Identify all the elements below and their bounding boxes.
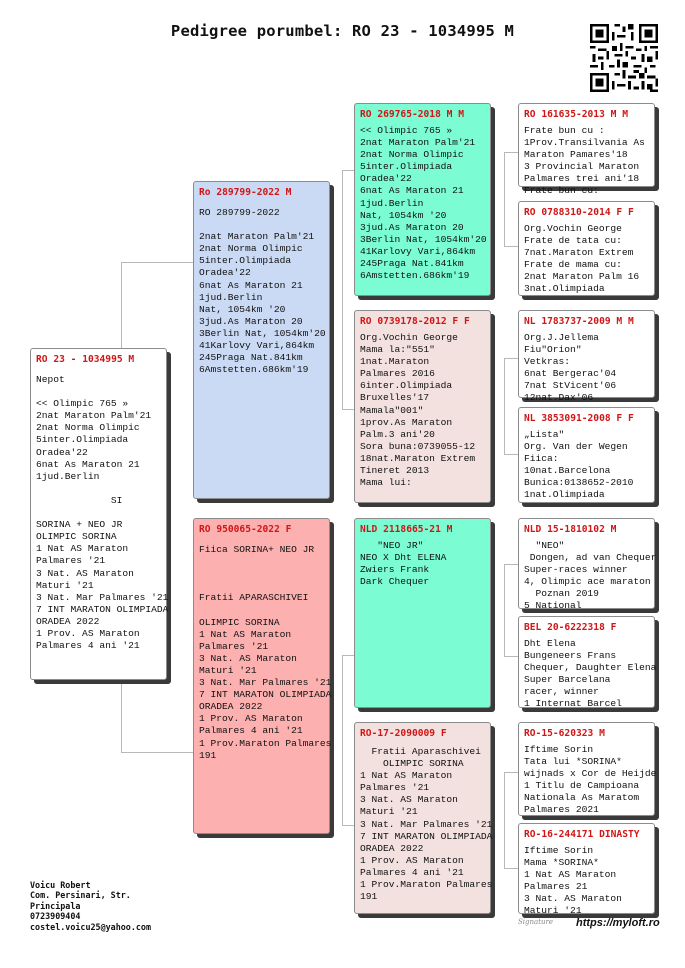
ring-number: RO 269765-2018 M M bbox=[360, 109, 464, 120]
connector-line bbox=[504, 358, 518, 359]
ring-number: NL 3853091-2008 F F bbox=[524, 413, 634, 424]
connector-line bbox=[342, 825, 354, 826]
sire-dam-dam-card[interactable] bbox=[518, 407, 655, 503]
sire-dam-sire-card[interactable] bbox=[518, 310, 655, 404]
pedigree-notes: „Lista" Org. Van der Wegen Fiica: 10nat.Barcelona Bunica:0138652-2010 1nat.Olimpiada bbox=[524, 429, 634, 501]
pedigree-notes: Iftime Sorin Mama *SORINA* 1 Nat AS Maraton Palmares 21 3 Nat. AS Maraton Maturi '21 bbox=[524, 845, 622, 917]
connector-line bbox=[342, 655, 343, 825]
connector-line bbox=[504, 656, 518, 657]
pedigree-notes: Fiica SORINA+ NEO JR Fratii APARASCHIVEI OLIMPIC SORINA 1 Nat AS Maraton Palmares '21 3 Nat. AS Maraton Maturi '21 3 Nat. Mar Palmares '21 7 INT MARATON OLIMPIADA ORADEA 2022 1 Prov. AS Maraton Palmares 4 ani '21 1 Prov.Maraton Palmares 191 bbox=[199, 544, 332, 761]
ring-number: RO 0788310-2014 F F bbox=[524, 207, 634, 218]
ring-number: RO 0739178-2012 F F bbox=[360, 316, 470, 327]
sire-sire-card[interactable] bbox=[354, 103, 491, 296]
sire-card[interactable] bbox=[193, 181, 330, 499]
dam-sire-dam-card[interactable] bbox=[518, 616, 655, 708]
connector-line bbox=[121, 262, 193, 263]
connector-line bbox=[504, 564, 518, 565]
ring-number: RO 950065-2022 F bbox=[199, 524, 292, 535]
pedigree-notes: Iftime Sorin Tata lui *SORINA* wijnads x Cor de Heijde 1 Titlu de Campioana Nationala As Maratom Palmares 2021 bbox=[524, 744, 657, 816]
connector-line bbox=[121, 680, 122, 752]
connector-line bbox=[504, 152, 505, 246]
ring-number: NLD 2118665-21 M bbox=[360, 524, 453, 535]
ring-number: Ro 289799-2022 M bbox=[199, 187, 292, 198]
dam-sire-sire-card[interactable] bbox=[518, 518, 657, 612]
sire-sire-dam-card[interactable] bbox=[518, 201, 655, 296]
qr-code bbox=[590, 24, 658, 92]
pedigree-notes: Dht Elena Bungeneers Frans Chequer, Daughter Elena Super Barcelana racer, winner 1 Internat Barcel bbox=[524, 638, 657, 710]
dam-sire-card[interactable] bbox=[354, 518, 491, 708]
ring-number: RO-15-620323 M bbox=[524, 728, 605, 739]
signature: Signature bbox=[518, 918, 554, 926]
sire-sire-sire-card[interactable] bbox=[518, 103, 655, 197]
connector-line bbox=[121, 262, 122, 348]
connector-line bbox=[504, 772, 518, 773]
pedigree-notes: Frate bun cu : 1Prov.Transilvania As Maraton Pamares'18 3 Provincial Maraton Palmares trei ani'18 Frate bun cu: bbox=[524, 125, 645, 197]
pedigree-notes: Fratii Aparaschivei OLIMPIC SORINA 1 Nat AS Maraton Palmares '21 3 Nat. AS Maraton Maturi '21 3 Nat. Mar Palmares '21 7 INT MARATON OLIMPIADA ORADEA 2022 1 Prov. AS Maraton Palmares 4 ani '21 1 Prov.Maraton Palmares 191 bbox=[360, 746, 493, 903]
pedigree-notes: Org.Vochin George Mama la:"551" 1nat.Maraton Palmares 2016 6inter.Olimpiada Bruxelles'17 Mamala"001" 1prov.As Maraton Palm.3 ani'20 Sora buna:0739055-12 18nat.Maraton Extrem Tineret 2013 Mama lui: bbox=[360, 332, 476, 489]
pedigree-notes: Nepot << Olimpic 765 » 2nat Maraton Palm'21 2nat Norma Olimpic 5inter.Olimpiada Oradea'22 6nat As Maraton 21 1jud.Berlin SI SORINA + NEO JR OLIMPIC SORINA 1 Nat AS Maraton Palmares '21 3 Nat. AS Maraton Maturi '21 3 Nat. Mar Palmares '21 7 INT MARATON OLIMPIADA ORADEA 2022 1 Prov. AS Maraton Palmares 4 ani '21 bbox=[36, 374, 169, 652]
ring-number: RO 23 - 1034995 M bbox=[36, 354, 135, 365]
connector-line bbox=[504, 358, 505, 454]
ring-number: RO-17-2090009 F bbox=[360, 728, 447, 739]
connector-line bbox=[504, 152, 518, 153]
pedigree-notes: Org.Vochin George Frate de tata cu: 7nat.Maraton Extrem Frate de mama cu: 2nat Maraton Palm 16 3nat.Olimpiada bbox=[524, 223, 640, 295]
website-link[interactable]: https://myloft.ro bbox=[576, 917, 660, 929]
connector-line bbox=[121, 752, 193, 753]
pedigree-notes: << Olimpic 765 » 2nat Maraton Palm'21 2nat Norma Olimpic 5inter.Olimpiada Oradea'22 6nat As Maraton 21 1jud.Berlin Nat, 1054km '20 3jud.As Maraton 20 3Berlin Nat, 1054km'20 41Karlovy Vari,864km 245Praga Nat.841km 6Amstetten.686km'19 bbox=[360, 125, 487, 282]
ring-number: NLD 15-1810102 M bbox=[524, 524, 617, 535]
connector-line bbox=[342, 170, 354, 171]
connector-line bbox=[342, 170, 343, 409]
connector-line bbox=[504, 868, 518, 869]
subject-pigeon-card[interactable] bbox=[30, 348, 167, 680]
connector-line bbox=[504, 564, 505, 656]
connector-line bbox=[342, 409, 354, 410]
page-title: Pedigree porumbel: RO 23 - 1034995 M bbox=[170, 22, 515, 40]
ring-number: BEL 20-6222318 F bbox=[524, 622, 617, 633]
ring-number: RO-16-244171 DINASTY bbox=[524, 829, 640, 840]
connector-line bbox=[504, 772, 505, 868]
dam-dam-dam-card[interactable] bbox=[518, 823, 655, 917]
owner-contact: Voicu Robert Com. Persinari, Str. Principala 0723909404 costel.voicu25@yahoo.com bbox=[30, 880, 152, 932]
pedigree-notes: "NEO JR" NEO X Dht ELENA Zwiers Frank Dark Chequer bbox=[360, 540, 447, 588]
dam-card[interactable] bbox=[193, 518, 330, 834]
pedigree-notes: RO 289799-2022 2nat Maraton Palm'21 2nat Norma Olimpic 5inter.Olimpiada Oradea'22 6nat As Maraton 21 1jud.Berlin Nat, 1054km '20 3jud.As Maraton 20 3Berlin Nat, 1054km'20 41Karlovy Vari,864km 245Praga Nat.841km 6Amstetten.686km'19 bbox=[199, 207, 326, 376]
connector-line bbox=[342, 655, 354, 656]
ring-number: RO 161635-2013 M M bbox=[524, 109, 628, 120]
dam-dam-card[interactable] bbox=[354, 722, 491, 914]
pedigree-notes: Org.J.Jellema Fiu"Orion" Vetkras: 6nat Bergerac'04 7nat StVicent'06 12nat.Dax'06 bbox=[524, 332, 617, 404]
connector-line bbox=[504, 454, 518, 455]
dam-dam-sire-card[interactable] bbox=[518, 722, 655, 816]
sire-dam-card[interactable] bbox=[354, 310, 491, 503]
pedigree-notes: "NEO" Dongen, ad van Chequer Super-races winner 4, Olimpic ace maraton Poznan 2019 5 National bbox=[524, 540, 657, 612]
connector-line bbox=[504, 246, 518, 247]
ring-number: NL 1783737-2009 M M bbox=[524, 316, 634, 327]
